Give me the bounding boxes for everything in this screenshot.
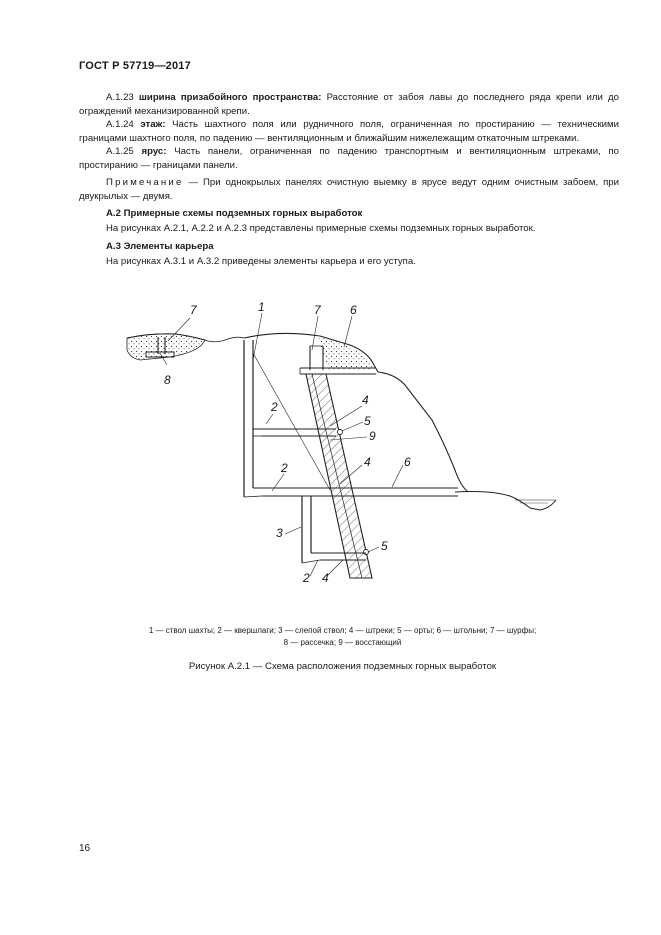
label-6-top: 6 — [350, 303, 357, 317]
label-5-bottom: 5 — [381, 539, 388, 553]
label-3: 3 — [276, 526, 283, 540]
label-2-bottom: 2 — [303, 571, 310, 585]
term-name: ширина призабойного пространства: — [138, 92, 322, 103]
section-a2-text: На рисунках А.2.1, А.2.2 и А.2.3 представлены примерные схемы подземных горных выработок. — [106, 223, 536, 234]
term-number: А.1.24 — [106, 119, 134, 130]
legend-line-2: 8 — рассечка; 9 — восстающий — [283, 638, 402, 647]
adit-lower — [344, 488, 458, 496]
figure-legend — [90, 625, 595, 649]
document-id: ГОСТ Р 57719—2017 — [79, 60, 191, 72]
label-4-top: 4 — [362, 393, 369, 407]
label-4-bottom: 4 — [322, 571, 329, 585]
surface-left — [127, 334, 244, 360]
legend-line-1: 1 — ствол шахты; 2 — квершлаги; 3 — слепой ствол; 4 — штреки; 5 — орты; 6 — штольни; 7 — шурфы; — [148, 626, 537, 635]
surface-main — [244, 333, 556, 510]
label-4-middle: 4 — [364, 455, 371, 469]
label-2-top: 2 — [271, 400, 278, 414]
section-a2-heading: А.2 Примерные схемы подземных горных выработок — [106, 208, 363, 219]
term-number: А.1.25 — [106, 146, 134, 157]
label-2-middle: 2 — [281, 461, 288, 475]
term-definition: Часть шахтного поля или рудничного поля, ограниченная по простиранию — техническими границами шахтного поля, по падению — вентиляционным и ближайшим нижележащим откаточным штреками. — [79, 119, 619, 144]
note-text: — При однокрылых панелях очистную выемку в ярусе ведут одним очистным забоем, при двукрылых — двумя. — [79, 177, 619, 202]
section-a3-text: На рисунках А.3.1 и А.3.2 приведены элементы карьера и его уступа. — [106, 256, 416, 267]
label-8: 8 — [164, 373, 171, 387]
term-number: А.1.23 — [106, 92, 134, 103]
note-label: Примечание — [106, 177, 184, 188]
label-1: 1 — [258, 300, 265, 314]
label-9: 9 — [369, 429, 376, 443]
label-7-right: 7 — [314, 303, 321, 317]
label-6-bottom: 6 — [404, 455, 411, 469]
section-a3-heading: А.3 Элементы карьера — [106, 241, 214, 252]
figure-caption: Рисунок А.2.1 — Схема расположения подземных горных выработок — [188, 661, 497, 672]
term-definition: Расстояние от забоя лавы до последнего ряда крепи или до ограждений механизированной крепи. — [79, 92, 619, 117]
label-7-left: 7 — [190, 303, 197, 317]
term-definition: Часть панели, ограниченная по падению транспортным и вентиляционным штреками, по простиранию — границами панели. — [79, 146, 620, 171]
term-name: этаж: — [140, 119, 166, 130]
label-5-top: 5 — [364, 414, 371, 428]
page-number: 16 — [79, 843, 91, 854]
term-name: ярус: — [141, 146, 167, 157]
